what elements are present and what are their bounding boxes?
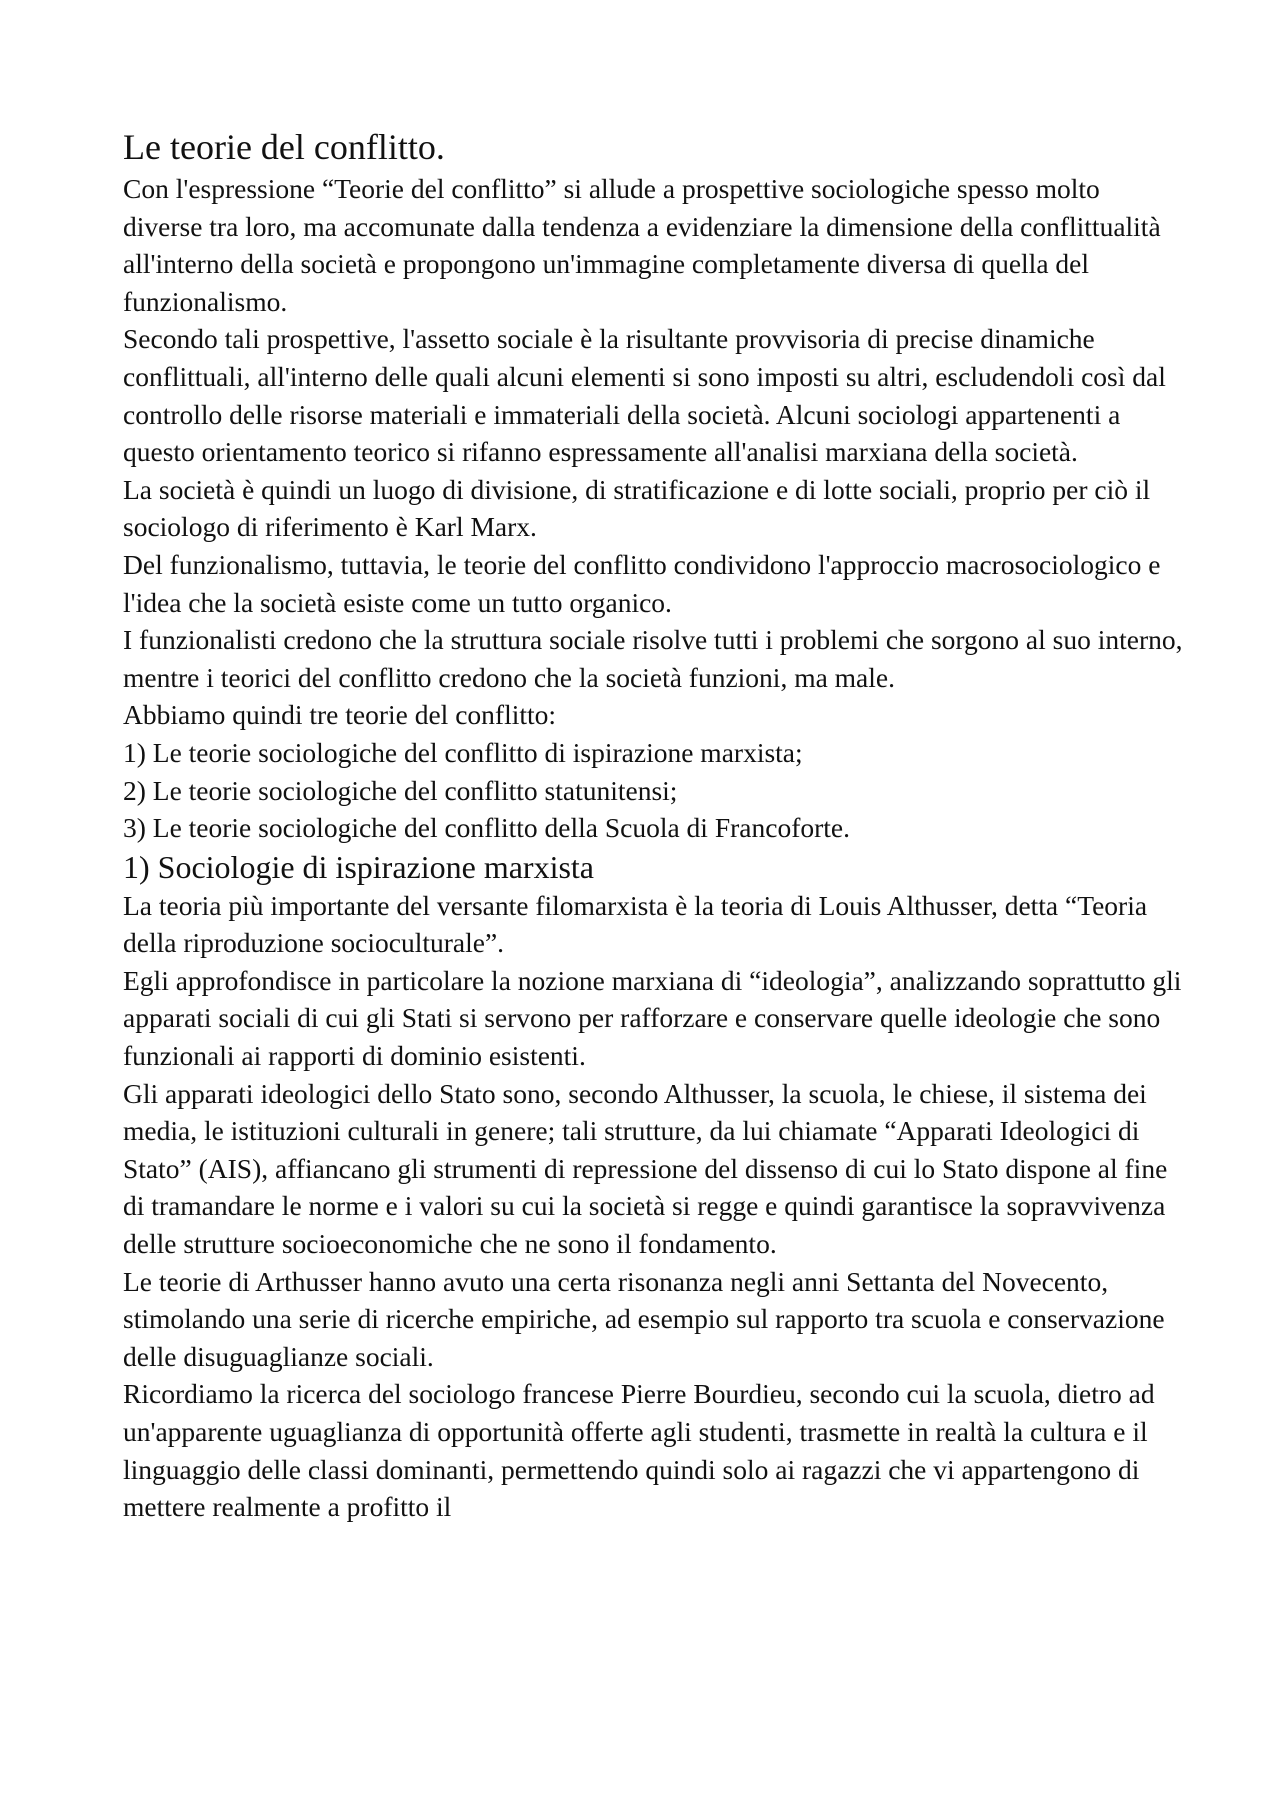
list-item: 3) Le teorie sociologiche del conflitto della Scuola di Francoforte. [123,812,850,844]
section-heading: 1) Sociologie di ispirazione marxista [123,848,594,885]
document-title: Le teorie del conflitto. [123,127,445,167]
intro-paragraph: Del funzionalismo, tuttavia, le teorie del conflitto condividono l'approccio macrosociologico e l'idea che la società esiste come un tutto organico. [123,548,1161,618]
intro-paragraph: La società è quindi un luogo di divisione, di stratificazione e di lotte sociali, proprio per ciò il sociologo di riferimento è Karl Marx. [123,473,1151,543]
section-paragraph: Ricordiamo la ricerca del sociologo francese Pierre Bourdieu, secondo cui la scuola, dietro ad un'apparente uguaglianza di opportunità offerte agli studenti, trasmette in realtà la cultura e il linguaggio delle classi dominanti, permettendo quindi solo ai ragazzi che vi appartengono di mettere realmente a profitto il [123,1378,1155,1523]
intro-paragraph: Con l'espressione “Teorie del conflitto” si allude a prospettive sociologiche spesso molto diverse tra loro, ma accomunate dalla tendenza a evidenziare la dimensione della conflittualità all'interno della società e propongono un'immagine completamente diversa di quella del funzionalismo. [123,173,1161,317]
section-paragraph: Egli approfondisce in particolare la nozione marxiana di “ideologia”, analizzando soprattutto gli apparati sociali di cui gli Stati si servono per rafforzare e conservare quelle ideologie che sono funzionali ai rapporti di dominio esistenti. [123,964,1182,1072]
section-paragraph: Gli apparati ideologici dello Stato sono, secondo Althusser, la scuola, le chiese, il sistema dei media, le istituzioni culturali in genere; tali strutture, da lui chiamate “Apparati Ideologici di Stato” (AIS), affiancano gli strumenti di repressione del dissenso di cui lo Stato dispone al fine di tramandare le norme e i valori su cui la società si regge e quindi garantisce la sopravvivenza delle strutture socioeconomiche che ne sono il fondamento. [123,1077,1168,1260]
list-item: 2) Le teorie sociologiche del conflitto statunitensi; [123,774,678,806]
list-item: 1) Le teorie sociologiche del conflitto di ispirazione marxista; [123,736,803,768]
intro-paragraph: I funzionalisti credono che la struttura sociale risolve tutti i problemi che sorgono al suo interno, mentre i teorici del conflitto credono che la società funzioni, ma male. [123,624,1183,693]
intro-paragraph: Abbiamo quindi tre teorie del conflitto: [123,699,557,731]
section-paragraph: Le teorie di Arthusser hanno avuto una certa risonanza negli anni Settanta del Novecento, stimolando una serie di ricerche empiriche, ad esempio sul rapporto tra scuola e conservazione delle disuguaglianze sociali. [123,1265,1165,1372]
intro-paragraph: Secondo tali prospettive, l'assetto sociale è la risultante provvisoria di precise dinamiche conflittuali, all'interno delle quali alcuni elementi si sono imposti su altri, escludendoli così dal controllo delle risorse materiali e immateriali della società. Alcuni sociologi appartenenti a questo orientamento teorico si rifanno espressamente all'analisi marxiana della società. [123,323,1166,468]
document-page [123,124,1183,1526]
section-paragraph: La teoria più importante del versante filomarxista è la teoria di Louis Althusser, detta “Teoria della riproduzione socioculturale”. [123,889,1148,959]
